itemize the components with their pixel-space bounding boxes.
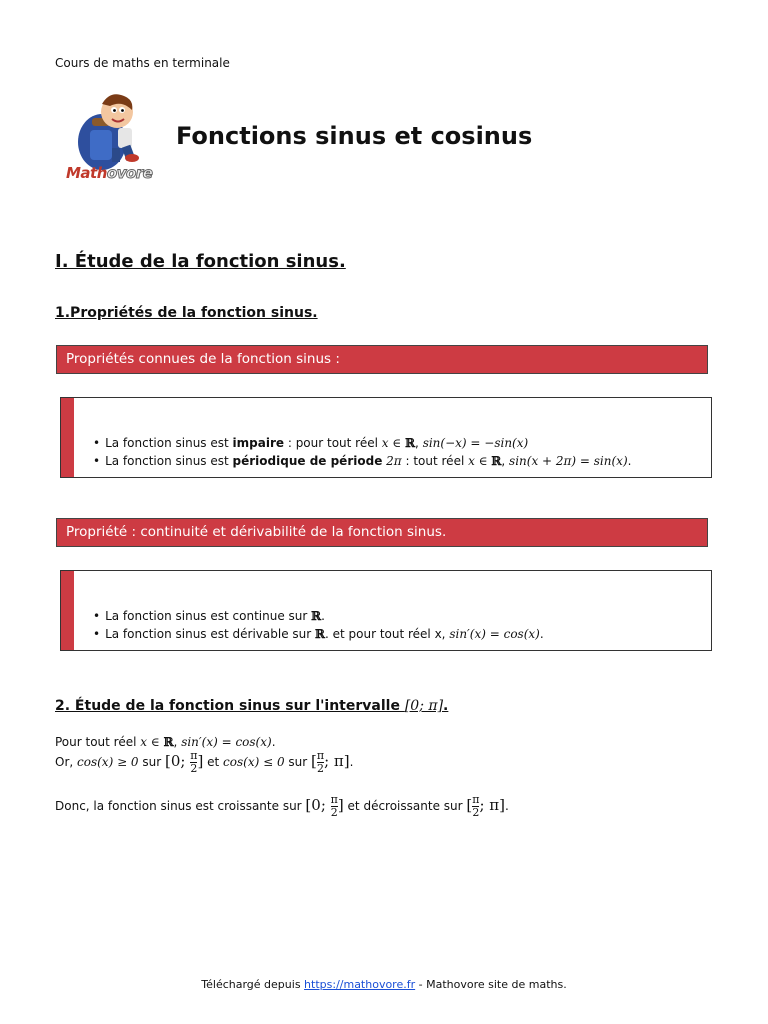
box-accent-stripe <box>61 398 74 477</box>
subsection-heading-properties: 1.Propriétés de la fonction sinus. <box>55 305 318 321</box>
paragraph-variation: Donc, la fonction sinus est croissante sur [0; $\frac{\pi}{2}$ ] et décroissante sur [ $\frac{\pi}{2}$ ; π]. <box>55 793 509 819</box>
property-list <box>93 607 544 643</box>
paragraph-sign: Or, cos(x) ≥ 0 sur [0; $\frac{\pi}{2}$ ] et cos(x) ≤ 0 sur [ $\frac{\pi}{2}$ ; π]. <box>55 749 354 775</box>
fraction: $\frac{\pi}{2}$ <box>190 749 198 775</box>
property-box-known <box>60 397 712 478</box>
page-footer: Téléchargé depuis https://mathovore.fr - Mathovore site de maths. <box>201 978 567 991</box>
property-bar-continuity: Propriété : continuité et dérivabilité de la fonction sinus. <box>56 518 708 547</box>
list-item: • La fonction sinus est impaire : pour tout réel x ∈ ℝ, sin(−x) = −sin(x) <box>93 434 631 452</box>
list-item: • La fonction sinus est continue sur ℝ. <box>93 607 544 625</box>
footer-link[interactable]: https://mathovore.fr <box>304 978 416 991</box>
property-box-continuity <box>60 570 712 651</box>
subsection-heading-interval: 2. Étude de la fonction sinus sur l'intervalle [0; π]. <box>55 698 449 714</box>
page-title: Fonctions sinus et cosinus <box>176 122 533 150</box>
paragraph-derivative: Pour tout réel x ∈ ℝ, sin′(x) = cos(x). <box>55 735 276 749</box>
fraction: $\frac{\pi}{2}$ <box>472 793 480 819</box>
list-item: • La fonction sinus est périodique de période 2π : tout réel x ∈ ℝ, sin(x + 2π) = sin(x). <box>93 452 631 470</box>
section-heading-1: I. Étude de la fonction sinus. <box>55 251 346 272</box>
property-bar-known: Propriétés connues de la fonction sinus : <box>56 345 708 374</box>
mathovore-logo <box>62 88 160 186</box>
fraction: $\frac{\pi}{2}$ <box>316 749 325 775</box>
box-accent-stripe <box>61 571 74 650</box>
list-item: • La fonction sinus est dérivable sur ℝ. et pour tout réel x, sin′(x) = cos(x). <box>93 625 544 643</box>
property-list <box>93 434 631 470</box>
top-note: Cours de maths en terminale <box>55 56 230 70</box>
logo-wordmark: Mathovore <box>66 164 153 182</box>
fraction: $\frac{\pi}{2}$ <box>330 793 338 819</box>
